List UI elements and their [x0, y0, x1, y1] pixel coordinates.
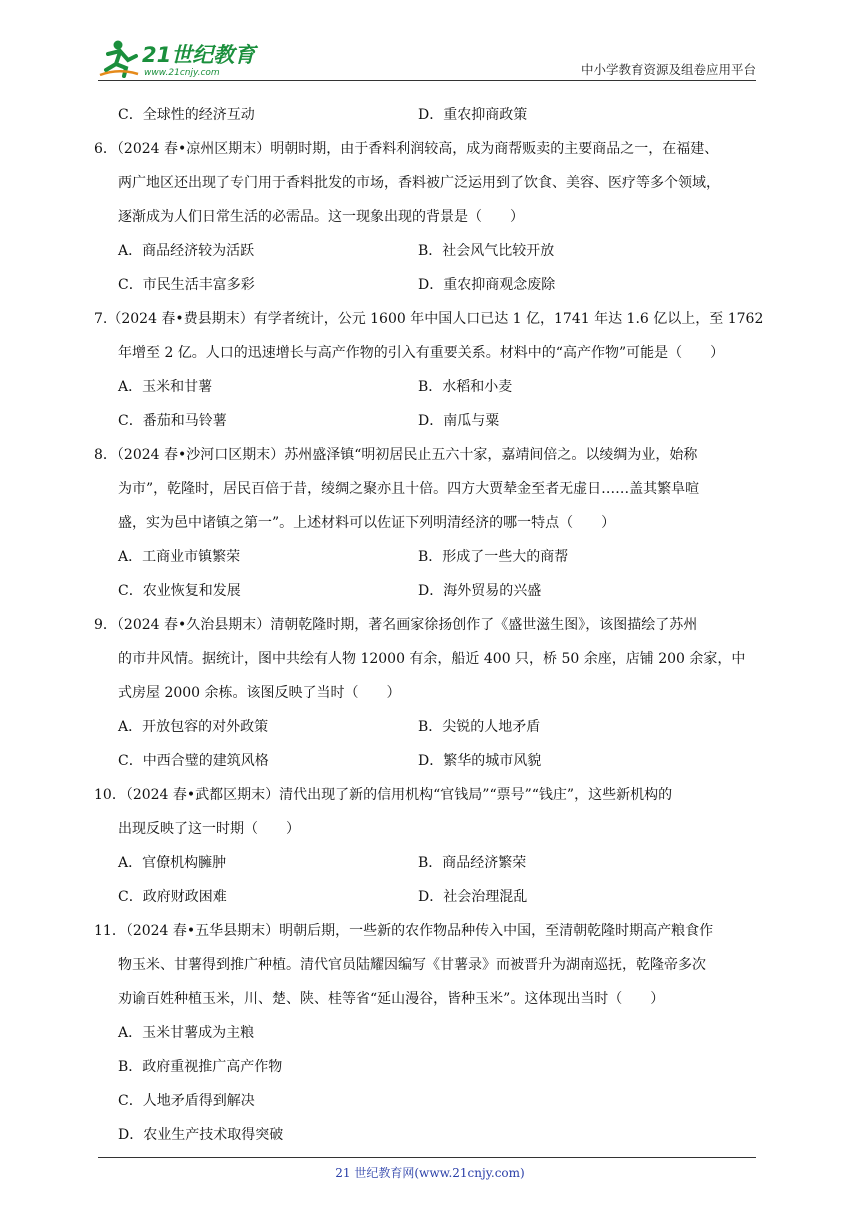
question-stem-line: 劝谕百姓种植玉米，川、楚、陕、桂等省“延山漫谷，皆种玉米”。这体现出当时（ ）	[118, 991, 665, 1007]
option-c[interactable]: C．人地矛盾得到解决	[118, 1093, 255, 1109]
previous-question-options	[94, 98, 762, 132]
option-b[interactable]: B．政府重视推广高产作物	[118, 1059, 283, 1075]
option-d[interactable]: D．南瓜与粟	[418, 413, 500, 429]
question-stem-line: 出现反映了这一时期（ ）	[118, 821, 300, 837]
question-stem-line: 9．（2024 春•久治县期末）清朝乾隆时期，著名画家徐扬创作了《盛世滋生图》，该图描绘了苏州	[94, 617, 698, 633]
option-row	[94, 710, 762, 744]
option-row	[94, 268, 762, 302]
question-stem-line: 6．（2024 春•凉州区期末）明朝时期，由于香料利润较高，成为商帮贩卖的主要商品之一，在福建、	[94, 141, 719, 157]
option-c[interactable]: C．番茄和马铃薯	[118, 413, 227, 429]
option-b[interactable]: B．形成了一些大的商帮	[418, 549, 569, 565]
question-stem-line: 11．（2024 春•五华县期末）明朝后期，一些新的农作物品种传入中国，至清朝乾隆时期高产粮食作	[94, 923, 714, 939]
question-stem-line: 式房屋 2000 余栋。该图反映了当时（ ）	[118, 685, 401, 701]
option-a[interactable]: A．玉米和甘薯	[118, 379, 213, 395]
option-b[interactable]: B．尖锐的人地矛盾	[418, 719, 541, 735]
option-row	[94, 370, 762, 404]
option-d[interactable]: D．繁华的城市风貌	[418, 753, 542, 769]
site-logo	[98, 38, 268, 80]
option-a[interactable]: A．工商业市镇繁荣	[118, 549, 241, 565]
svg-text:21世纪教育: 21世纪教育	[142, 43, 256, 67]
question-10	[94, 778, 762, 914]
option-a[interactable]: A．官僚机构臃肿	[118, 855, 227, 871]
option-row	[94, 540, 762, 574]
question-9	[94, 608, 762, 778]
question-stem-line: 的市井风情。据统计，图中共绘有人物 12000 有余，船近 400 只，桥 50 余座，店铺 200 余家，中	[118, 651, 746, 667]
option-c[interactable]: C．全球性的经济互动	[118, 107, 255, 123]
option-b[interactable]: B．社会风气比较开放	[418, 243, 555, 259]
option-c[interactable]: C．政府财政困难	[118, 889, 227, 905]
question-6	[94, 132, 762, 302]
footer-divider	[98, 1157, 756, 1158]
platform-name: 中小学教育资源及组卷应用平台	[580, 62, 756, 77]
question-stem-line: 8．（2024 春•沙河口区期末）苏州盛泽镇“明初居民止五六十家，嘉靖间倍之。以绫绸为业，始称	[94, 447, 698, 463]
question-11	[94, 914, 762, 1152]
option-d[interactable]: D．重农抑商观念废除	[418, 277, 556, 293]
option-row	[94, 744, 762, 778]
option-b[interactable]: B．商品经济繁荣	[418, 855, 527, 871]
option-row	[94, 234, 762, 268]
option-row	[94, 846, 762, 880]
option-c[interactable]: C．中西合璧的建筑风格	[118, 753, 269, 769]
option-row	[94, 574, 762, 608]
option-d[interactable]: D．农业生产技术取得突破	[118, 1127, 284, 1143]
option-c[interactable]: C．市民生活丰富多彩	[118, 277, 255, 293]
question-stem-line: 盛，实为邑中诸镇之第一”。上述材料可以佐证下列明清经济的哪一特点（ ）	[118, 515, 616, 531]
option-b[interactable]: B．水稻和小麦	[418, 379, 513, 395]
question-list	[94, 98, 762, 1152]
option-c[interactable]: C．农业恢复和发展	[118, 583, 241, 599]
option-a[interactable]: A．玉米甘薯成为主粮	[118, 1025, 255, 1041]
svg-text:www.21cnjy.com: www.21cnjy.com	[144, 68, 220, 78]
question-stem-line: 10．（2024 春•武都区期末）清代出现了新的信用机构“官钱局”“票号”“钱庄”，这些新机构的	[94, 787, 673, 803]
option-d[interactable]: D．社会治理混乱	[418, 889, 528, 905]
question-stem-line: 年增至 2 亿。人口的迅速增长与高产作物的引入有重要关系。材料中的“高产作物”可能是（ ）	[118, 345, 725, 361]
option-d[interactable]: D．重农抑商政策	[418, 107, 528, 123]
option-d[interactable]: D．海外贸易的兴盛	[418, 583, 542, 599]
question-stem-line: 物玉米、甘薯得到推广种植。清代官员陆耀因编写《甘薯录》而被晋升为湖南巡抚，乾隆帝多次	[118, 957, 706, 973]
question-stem-line: 两广地区还出现了专门用于香料批发的市场，香料被广泛运用到了饮食、美容、医疗等多个领域，	[118, 175, 720, 191]
question-8	[94, 438, 762, 608]
question-stem-line: 逐渐成为人们日常生活的必需品。这一现象出现的背景是（ ）	[118, 209, 524, 225]
question-stem-line: 7.（2024 春•费县期末）有学者统计，公元 1600 年中国人口已达 1 亿，1741 年达 1.6 亿以上，至 1762	[94, 311, 764, 327]
option-row	[94, 880, 762, 914]
question-7	[94, 302, 762, 438]
footer-link[interactable]: 21 世纪教育网(www.21cnjy.com)	[335, 1166, 525, 1180]
question-stem-line: 为市”，乾隆时，居民百倍于昔，绫绸之聚亦且十倍。四方大贾辇金至者无虚日……盖其繁阜喧	[118, 481, 700, 497]
header-divider	[98, 80, 756, 81]
option-a[interactable]: A．商品经济较为活跃	[118, 243, 255, 259]
option-a[interactable]: A．开放包容的对外政策	[118, 719, 269, 735]
option-row	[94, 404, 762, 438]
page-header	[0, 0, 860, 82]
